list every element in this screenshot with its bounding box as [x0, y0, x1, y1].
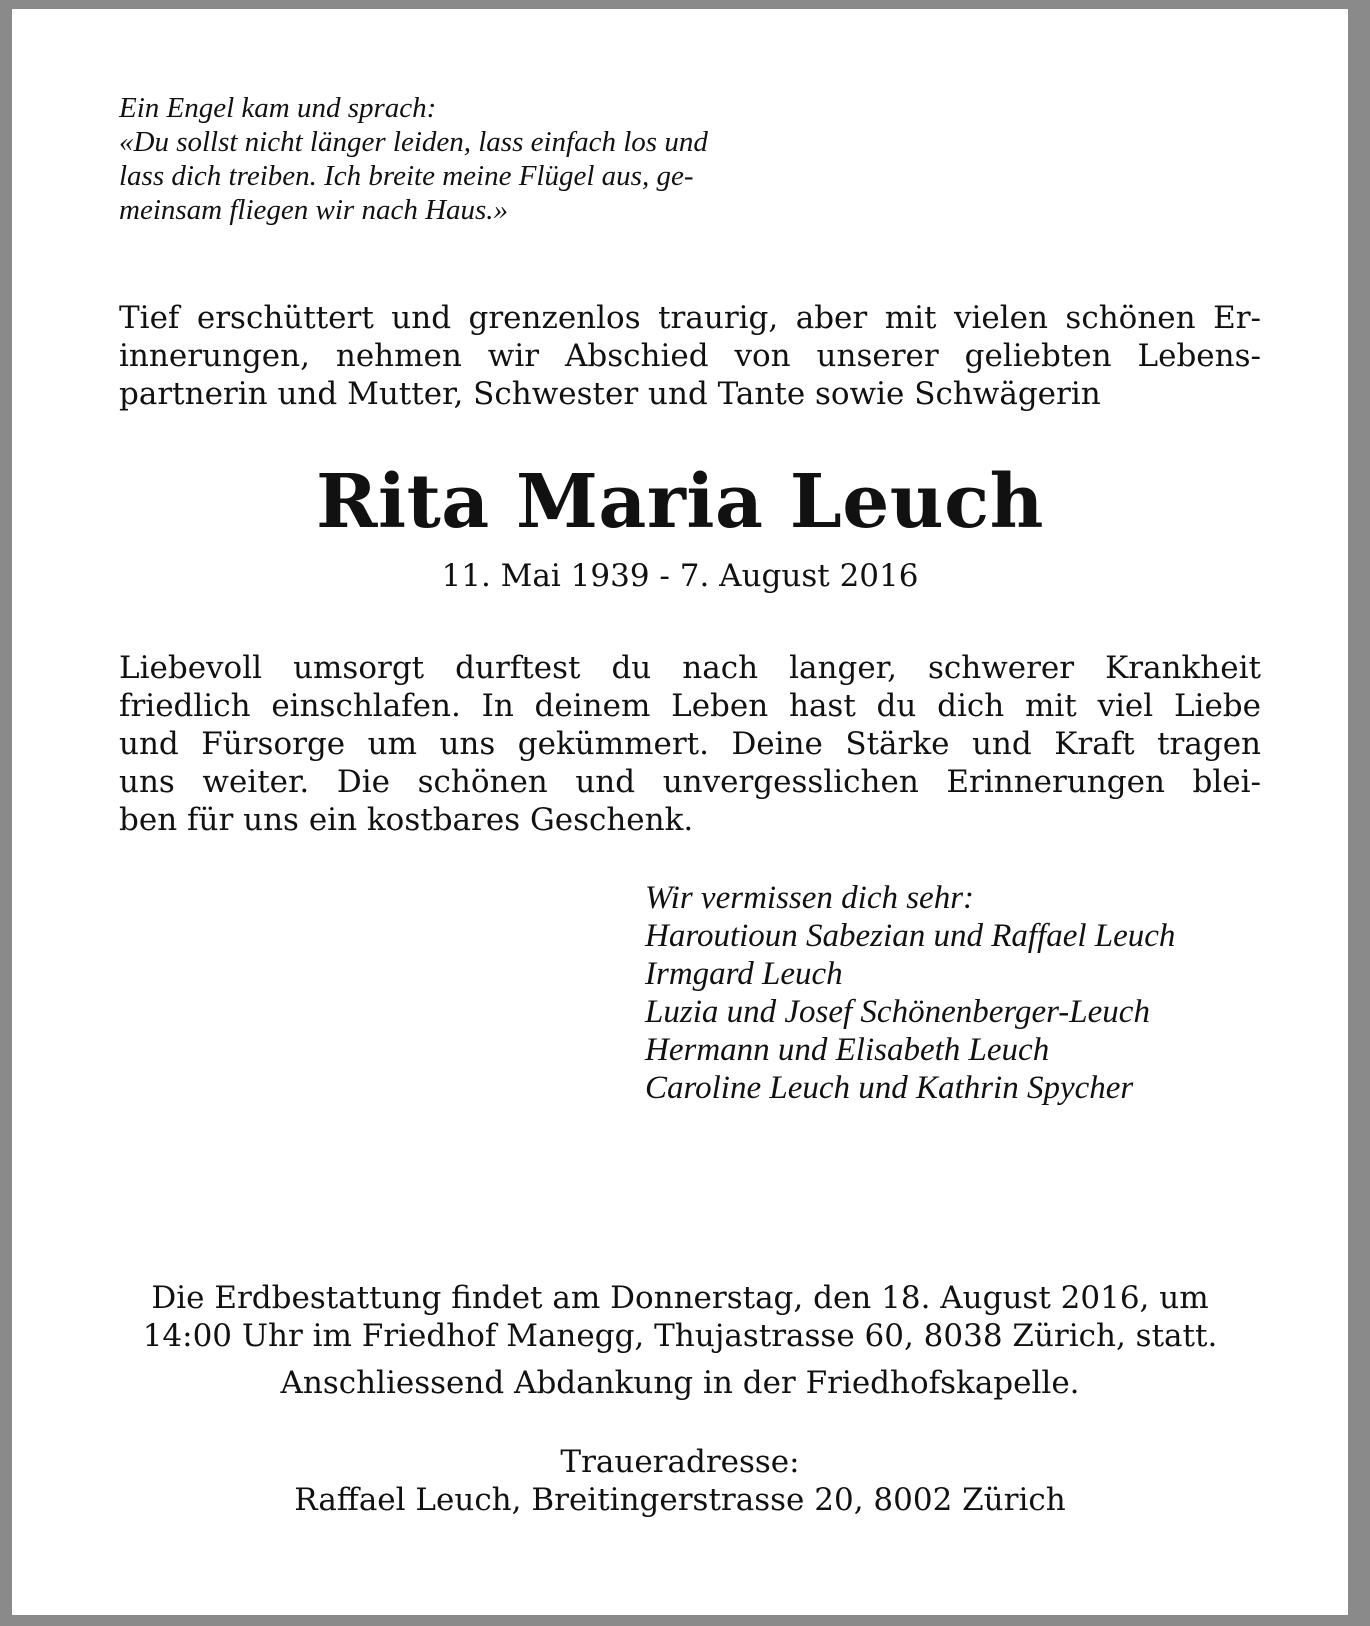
funeral-notice: [12, 1279, 1348, 1355]
quote-line: lass dich treiben. Ich breite meine Flügel aus, ge-: [119, 160, 694, 192]
afterward-line: Anschliessend Abdankung in der Friedhofskapelle.: [280, 1365, 1080, 1401]
life-dates: 11. Mai 1939 - 7. August 2016: [441, 558, 919, 594]
mourner-name: Hermann und Elisabeth Leuch: [645, 1032, 1050, 1068]
mourners-list: [645, 879, 1285, 1107]
address-label: Traueradresse:: [560, 1444, 800, 1480]
intro-line: Tief erschüttert und grenzenlos traurig, aber mit vielen schönen Er-: [119, 300, 1261, 336]
tribute-line: und Fürsorge um uns gekümmert. Deine Stärke und Kraft tragen: [119, 726, 1261, 762]
tribute-line: ben für uns ein kostbares Geschenk.: [119, 802, 694, 838]
funeral-line: 14:00 Uhr im Friedhof Manegg, Thujastrasse 60, 8038 Zürich, statt.: [142, 1318, 1218, 1354]
tribute-line: friedlich einschlafen. In deinem Leben hast du dich mit viel Liebe: [119, 688, 1261, 724]
tribute-line: Liebevoll umsorgt durftest du nach langer, schwerer Krankheit: [119, 650, 1261, 686]
intro-line: partnerin und Mutter, Schwester und Tante sowie Schwägerin: [119, 376, 1101, 412]
mourning-address: [12, 1443, 1348, 1519]
tribute-paragraph: [119, 649, 1261, 839]
quote-line: «Du sollst nicht länger leiden, lass einfach los und: [119, 126, 708, 158]
intro-line: innerungen, nehmen wir Abschied von unserer geliebten Lebens-: [119, 338, 1261, 374]
afterward-notice: [12, 1364, 1348, 1402]
tribute-line: uns weiter. Die schönen und unvergesslichen Erinnerungen blei-: [119, 764, 1261, 800]
mourner-name: Haroutioun Sabezian und Raffael Leuch: [645, 918, 1176, 954]
address-value: Raffael Leuch, Breitingerstrasse 20, 8002 Zürich: [294, 1482, 1066, 1518]
mourner-name: Irmgard Leuch: [645, 956, 843, 992]
funeral-line: Die Erdbestattung findet am Donnerstag, den 18. August 2016, um: [151, 1280, 1209, 1316]
deceased-name: Rita Maria Leuch: [316, 459, 1044, 545]
obituary-page: [12, 9, 1348, 1615]
intro-paragraph: [119, 299, 1261, 413]
mourner-name: Caroline Leuch und Kathrin Spycher: [645, 1070, 1134, 1106]
angel-quote: [119, 91, 819, 227]
quote-line: Ein Engel kam und sprach:: [119, 92, 437, 124]
mourners-heading: Wir vermissen dich sehr:: [645, 880, 975, 916]
quote-line: meinsam fliegen wir nach Haus.»: [119, 194, 509, 226]
mourner-name: Luzia und Josef Schönenberger-Leuch: [645, 994, 1150, 1030]
